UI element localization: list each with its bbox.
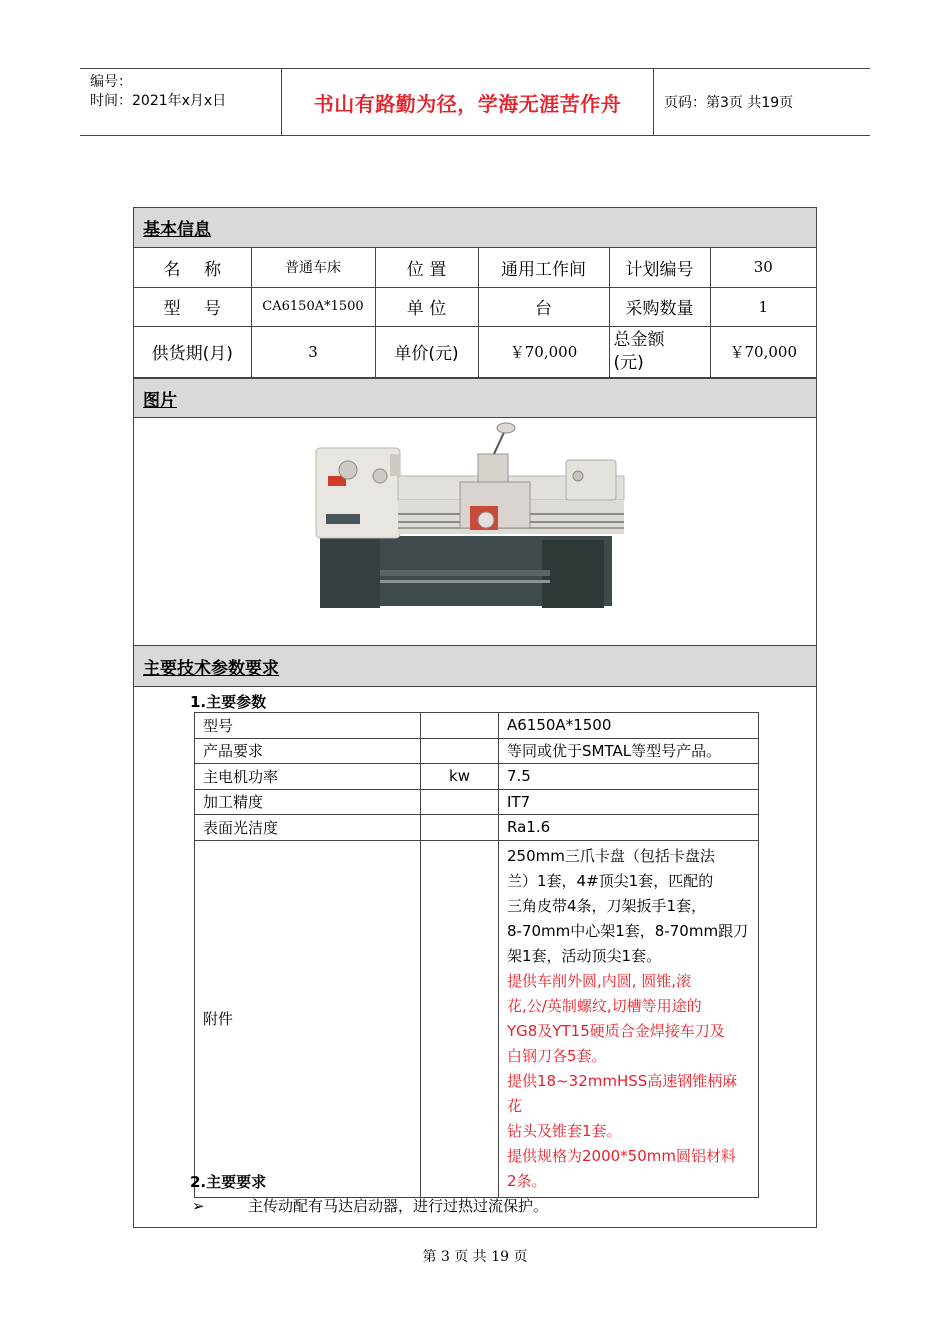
section-picture	[134, 378, 816, 418]
param-unit	[421, 789, 499, 815]
param-label: 产品要求	[195, 738, 421, 764]
model-label: 型 号	[134, 287, 251, 326]
total-label-line1: 总金额	[613, 329, 665, 350]
table-row	[134, 248, 816, 287]
param-unit	[421, 815, 499, 841]
table-row	[134, 326, 816, 377]
param-value: 等同或优于SMTAL等型号产品。	[499, 738, 759, 764]
table-row	[195, 713, 759, 739]
accessory-red-line: 提供车削外圆,内圆, 圆锥,滚	[507, 971, 692, 990]
sub-heading-requirements: 2.主要要求	[190, 1173, 267, 1191]
arrow-bullet-icon: ➢	[192, 1197, 205, 1215]
param-value: IT7	[499, 789, 759, 815]
section-basic-info	[134, 208, 816, 248]
param-value: A6150A*1500	[499, 713, 759, 739]
location-value: 通用工作间	[478, 248, 609, 287]
plan-label: 计划编号	[609, 248, 710, 287]
location-label: 位 置	[375, 248, 478, 287]
name-value: 普通车床	[251, 248, 375, 287]
accessory-red-line: 提供18~32mmHSS高速钢锥柄麻花	[507, 1071, 738, 1115]
table-row	[134, 287, 816, 326]
param-label: 型号	[195, 713, 421, 739]
accessory-red-line: 2条。	[507, 1171, 547, 1190]
accessory-red-line: 花,公/英制螺纹,切槽等用途的	[507, 996, 702, 1015]
accessory-line: 兰）1套，4#顶尖1套，匹配的	[507, 871, 714, 890]
table-row	[195, 840, 759, 1197]
period-value: 3	[251, 326, 375, 377]
doc-number-label: 编号：	[90, 74, 132, 90]
accessory-red-line: 提供规格为2000*50mm圆铝材料	[507, 1146, 736, 1165]
accessory-red-line: YG8及YT15硬质合金焊接车刀及	[507, 1021, 725, 1040]
section-basic-info-title: 基本信息	[143, 220, 211, 240]
lathe-photo	[310, 418, 640, 618]
param-label: 加工精度	[195, 789, 421, 815]
spec-sheet	[133, 207, 817, 1228]
table-row	[195, 815, 759, 841]
unit-label: 单 位	[375, 287, 478, 326]
header-slogan: 书山有路勤为径，学海无涯苦作舟	[281, 69, 654, 135]
period-label: 供货期(月)	[134, 326, 251, 377]
accessory-line: 250mm三爪卡盘（包括卡盘法	[507, 846, 715, 865]
plan-value: 30	[710, 248, 816, 287]
accessory-label: 附件	[195, 840, 421, 1197]
doc-date: 时间：2021年x月x日	[90, 93, 227, 109]
model-value: CA6150A*1500	[251, 287, 375, 326]
accessory-red-line: 白钢刀各5套。	[507, 1046, 607, 1065]
header-meta	[80, 69, 282, 135]
accessory-line: 架1套，活动顶尖1套。	[507, 946, 662, 965]
accessory-unit	[421, 840, 499, 1197]
table-row	[195, 764, 759, 790]
param-label: 主电机功率	[195, 764, 421, 790]
header-page-number: 页码：第3页 共19页	[664, 95, 794, 111]
param-unit	[421, 738, 499, 764]
name-label: 名 称	[134, 248, 251, 287]
accessory-line: 8-70mm中心架1套，8-70mm跟刀	[507, 921, 749, 940]
accessory-red-line: 钻头及锥套1套。	[507, 1121, 622, 1140]
section-tech	[134, 645, 816, 687]
table-row	[195, 738, 759, 764]
unit-value: 台	[478, 287, 609, 326]
param-value: 7.5	[499, 764, 759, 790]
section-picture-title: 图片	[143, 390, 177, 411]
accessory-value	[499, 840, 759, 1197]
picture-area	[134, 418, 816, 645]
basic-info-table	[134, 248, 816, 378]
total-label-line2: (元)	[613, 352, 644, 373]
page-header	[80, 68, 870, 136]
param-unit	[421, 713, 499, 739]
price-label: 单价(元)	[375, 326, 478, 377]
total-label	[609, 326, 710, 377]
requirement-text: 主传动配有马达启动器，进行过热过流保护。	[248, 1197, 549, 1215]
page-footer: 第 3 页 共 19 页	[422, 1249, 528, 1265]
qty-label: 采购数量	[609, 287, 710, 326]
params-table	[194, 712, 759, 1198]
requirement-item	[192, 1195, 548, 1216]
table-row	[195, 789, 759, 815]
accessory-line: 三角皮带4条，刀架扳手1套，	[507, 896, 707, 915]
param-label: 表面光洁度	[195, 815, 421, 841]
total-value: ￥70,000	[710, 326, 816, 377]
param-value: Ra1.6	[499, 815, 759, 841]
qty-value: 1	[710, 287, 816, 326]
tech-area	[134, 687, 816, 1227]
price-value: ￥70,000	[478, 326, 609, 377]
section-tech-title: 主要技术参数要求	[143, 658, 279, 679]
sub-heading-params: 1.主要参数	[190, 693, 267, 711]
param-unit: kw	[421, 764, 499, 790]
